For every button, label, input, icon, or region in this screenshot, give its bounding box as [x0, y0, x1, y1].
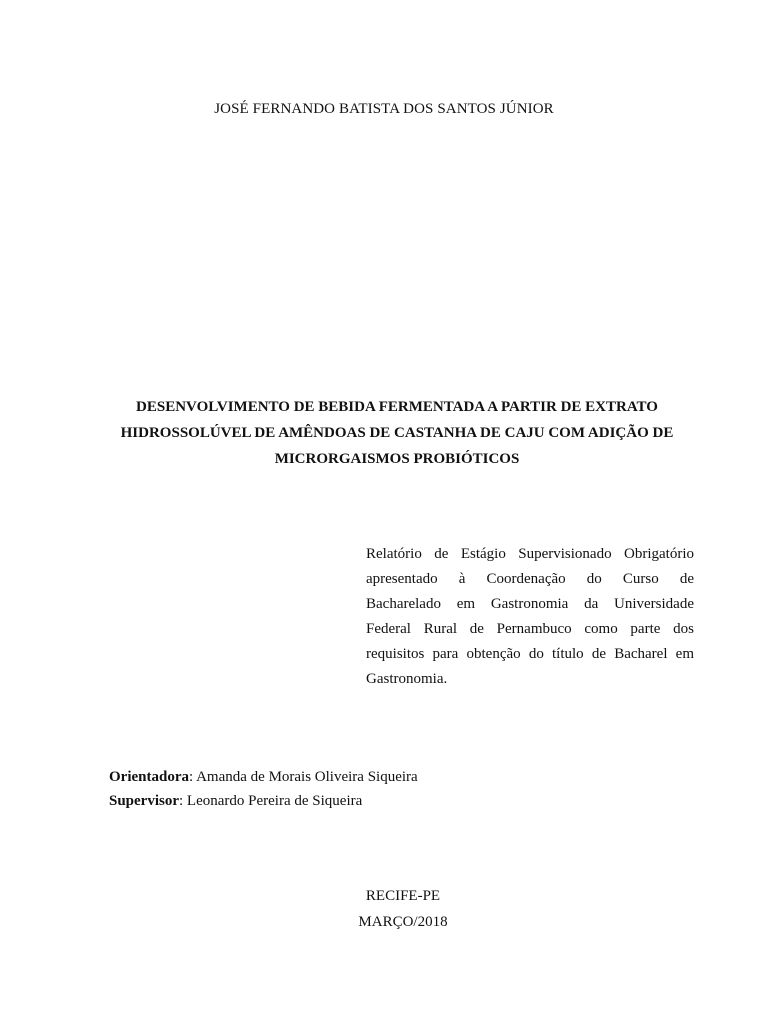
title-line: DESENVOLVIMENTO DE BEBIDA FERMENTADA A PARTIR DE EXTRATO	[136, 399, 658, 415]
city: RECIFE-PE	[365, 888, 441, 904]
advisor-row	[109, 765, 418, 789]
supervisor-label: Supervisor	[109, 793, 180, 809]
advisors-block	[109, 765, 418, 813]
report-line: Gastronomia.	[366, 671, 448, 687]
report-line: Relatório de Estágio Supervisionado Obrigatório	[366, 546, 694, 562]
author-name: JOSÉ FERNANDO BATISTA DOS SANTOS JÚNIOR	[214, 101, 554, 117]
advisor-label: Orientadora	[109, 769, 189, 785]
title-line: HIDROSSOLÚVEL DE AMÊNDOAS DE CASTANHA DE CAJU COM ADIÇÃO DE	[120, 425, 674, 441]
date: MARÇO/2018	[358, 914, 448, 930]
title-line: MICRORGAISMOS PROBIÓTICOS	[274, 451, 520, 467]
report-line: requisitos para obtenção do título de Bacharel em	[366, 646, 694, 662]
supervisor-name: : Leonardo Pereira de Siqueira	[179, 793, 363, 809]
place-date-block	[0, 883, 768, 935]
report-line: Federal Rural de Pernambuco como parte dos	[366, 621, 694, 637]
supervisor-row	[109, 789, 418, 813]
advisor-name: : Amanda de Morais Oliveira Siqueira	[189, 769, 418, 785]
document-title	[104, 394, 690, 472]
report-line: apresentado à Coordenação do Curso de	[366, 571, 694, 587]
report-line: Bacharelado em Gastronomia da Universidade	[366, 596, 694, 612]
report-description	[366, 542, 694, 692]
